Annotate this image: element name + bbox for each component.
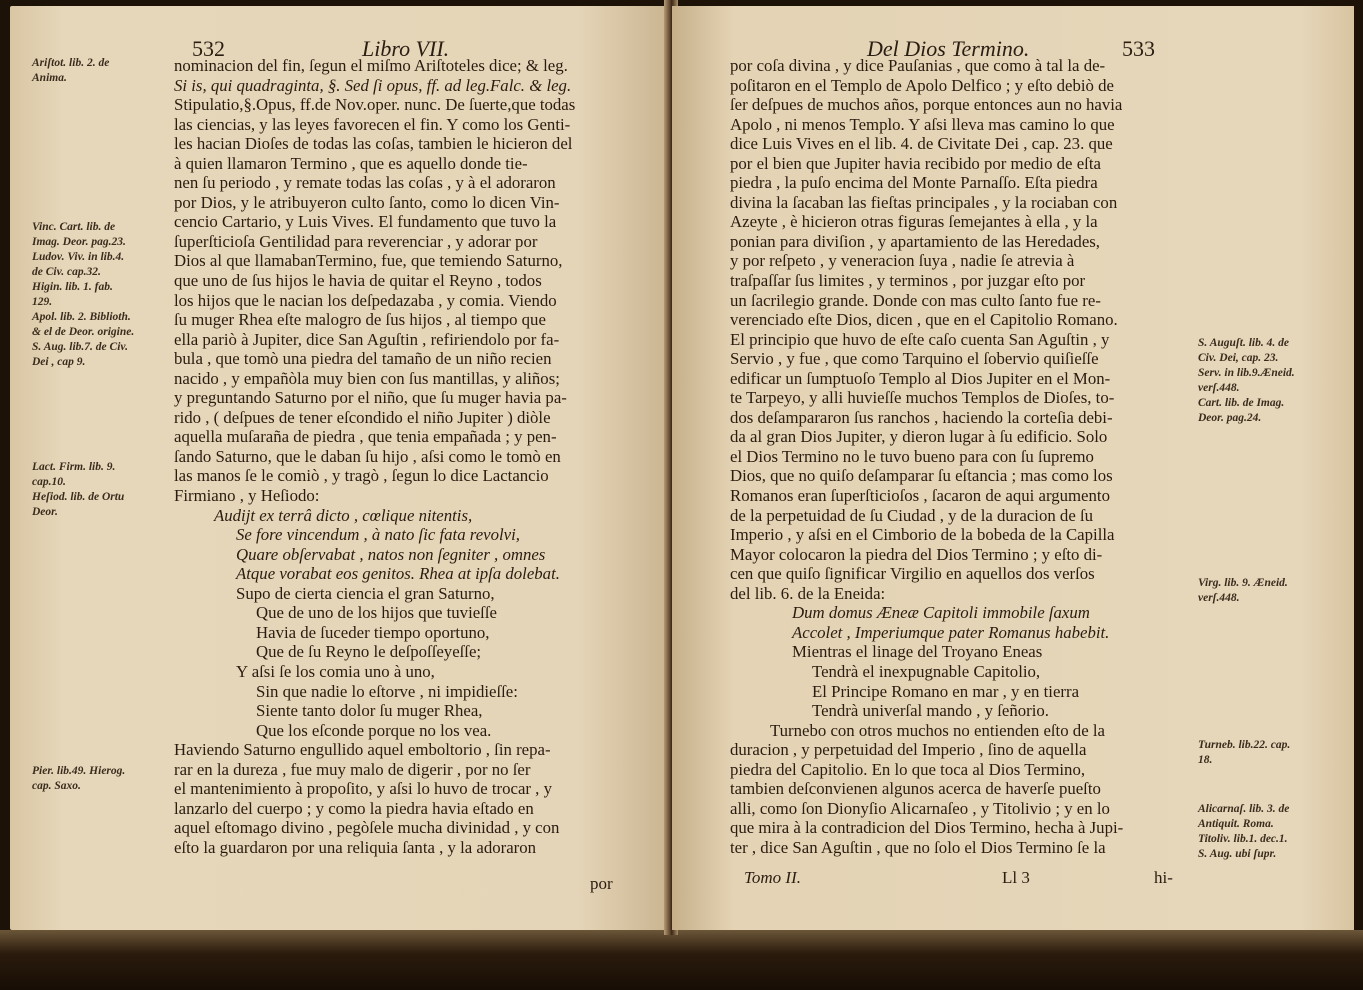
text-line: ponian para diviſion , y apartamiento de las Heredades, bbox=[730, 231, 1100, 251]
text-line: y por reſpeto , y veneracion ſuya , nadie ſe atrevia à bbox=[730, 251, 1075, 271]
text-line: Turnebo con otros muchos no entienden eſto de la bbox=[770, 720, 1105, 740]
text-line: les hacian Dioſes de todas las coſas, tambien le hicieron del bbox=[174, 134, 573, 154]
verse-line: Sin que nadie lo eſtorve , ni impidieſſe: bbox=[256, 681, 518, 701]
text-line: el mantenimiento à propoſito, y aſsi lo huvo de trocar , y bbox=[174, 779, 552, 799]
text-line: te Tarpeyo, y alli huvieſſe muchos Templos de Dioſes, to- bbox=[730, 388, 1115, 408]
text-line: lanzarlo del cuerpo ; y como la piedra havia eſtado en bbox=[174, 798, 534, 818]
text-line: rar en la dureza , fue muy malo de digerir , por no ſer bbox=[174, 759, 531, 779]
text-line: duracion , y perpetuidad del Imperio , ſino de aquella bbox=[730, 740, 1087, 760]
text-line: ella pariò à Jupiter, dice San Aguſtin , refiriendolo por fa- bbox=[174, 329, 560, 349]
text-line: y preguntando Saturno por el niño, que ſu muger havia pa- bbox=[174, 388, 567, 408]
signature-mark: Ll 3 bbox=[1002, 868, 1030, 887]
text-line: Apolo , ni menos Templo. Y aſsi lleva mas camino lo que bbox=[730, 114, 1115, 134]
verse-line: Que los eſconde porque no los vea. bbox=[256, 720, 492, 740]
text-line: ter , dice San Aguſtin , que no ſolo el Dios Termino ſe la bbox=[730, 837, 1106, 857]
text-line: Servio , y fue , que como Tarquino el ſobervio quiſieſſe bbox=[730, 349, 1099, 369]
left-catchword: por bbox=[590, 874, 613, 893]
left-running-head: Libro VII. bbox=[362, 36, 450, 61]
text-line: Stipulatio,§.Opus, ff.de Nov.oper. nunc. De ſuerte,que todas bbox=[174, 95, 576, 115]
verse-line: Que de ſu Reyno le deſpoſſeyeſſe; bbox=[256, 642, 482, 662]
text-line: Dios al que llamabanTermino, fue, que temiendo Saturno, bbox=[174, 251, 563, 271]
text-line: de la perpetuidad de ſu Ciudad , y de la duracion de ſu bbox=[730, 505, 1094, 525]
verse-line: Tendrà univerſal mando , y ſeñorio. bbox=[812, 701, 1049, 721]
margin-note: S. Auguſt. lib. 4. de Civ. Dei, cap. 23. Serv. in lib.9.Æneid. verſ.448. Cart. lib. de Imag. Deor. pag.24. bbox=[1198, 337, 1295, 424]
text-line: piedra , la puſo encima del Monte Parnaſſo. Eſta piedra bbox=[730, 173, 1098, 193]
text-line: aquel eſtomago divino , pegòſele mucha divinidad , y con bbox=[174, 818, 560, 838]
text-line: tambien deſconvienen algunos acerca de haverſe pueſto bbox=[730, 779, 1101, 799]
text-line: traſpaſſar ſus limites , y terminos , por juzgar eſto por bbox=[730, 271, 1086, 291]
text-line: Imperio , y aſsi en el Cimborio de la bobeda de la Capilla bbox=[730, 525, 1115, 545]
text-line: las ciencias, y las leyes favorecen el fin. Y como los Genti- bbox=[174, 114, 571, 134]
text-line: que mira à la contradicion del Dios Termino, hecha à Jupi- bbox=[730, 818, 1124, 838]
text-line: ſer deſpues de muchos años, porque entonces aun no havia bbox=[730, 95, 1123, 115]
verse-line: Tendrà el inexpugnable Capitolio, bbox=[812, 661, 1041, 681]
text-line: nacido , y empañòla muy bien con ſus mantillas, y aliños; bbox=[174, 368, 560, 388]
verse-line: Supo de cierta ciencia el gran Saturno, bbox=[236, 583, 495, 603]
latin-verse-line: Se fore vincendum , à nato ſic fata revolvi, bbox=[236, 525, 520, 545]
text-line: nen ſu periodo , y remate todas las coſas , y à el adoraron bbox=[174, 173, 556, 193]
signature-volume: Tomo II. bbox=[744, 868, 801, 887]
text-line: los hijos que le nacian los deſpedazaba , y comia. Viendo bbox=[174, 290, 557, 310]
text-line: eſto la guardaron por una reliquia ſanta , y la adoraron bbox=[174, 837, 537, 857]
text-line: edificar un ſumptuoſo Templo al Dios Jupiter en el Mon- bbox=[730, 368, 1111, 388]
text-line: divina la ſacaban las fieſtas principales , y la rociaban con bbox=[730, 192, 1118, 212]
left-body-text bbox=[174, 56, 634, 857]
text-line: el Dios Termino no le tuvo bueno para con ſu ſupremo bbox=[730, 446, 1094, 466]
text-line: cencio Cartario, y Luis Vives. El fundamento que tuvo la bbox=[174, 212, 557, 232]
verse-line: Mientras el linage del Troyano Eneas bbox=[792, 642, 1043, 662]
text-line: Firmiano , y Heſiodo: bbox=[174, 486, 320, 506]
text-line: piedra del Capitolio. En lo que toca al Dios Termino, bbox=[730, 759, 1086, 779]
text-line: por Dios, y le atribuyeron culto ſanto, como lo dicen Vin- bbox=[174, 192, 560, 212]
text-line: que uno de ſus hijos le havia de quitar el Reyno , todos bbox=[174, 271, 542, 291]
verse-line: El Principe Romano en mar , y en tierra bbox=[812, 681, 1080, 701]
text-line: un ſacrilegio grande. Donde con mas culto ſanto fue re- bbox=[730, 290, 1101, 310]
text-line: Dios, que no quiſo deſamparar ſu eſtancia ; mas como los bbox=[730, 466, 1113, 486]
text-line: Azeyte , è hicieron otras figuras ſemejantes à ella , y la bbox=[730, 212, 1098, 232]
latin-verse-line: Accolet , Imperiumque pater Romanus habebit. bbox=[792, 622, 1110, 642]
text-line: poſitaron en el Templo de Apolo Delfico ; y eſto debiò de bbox=[730, 75, 1114, 95]
latin-verse-line: Audijt ex terrâ dicto , cœlique nitentis, bbox=[214, 505, 473, 525]
text-line: las manos ſe le comiò , y tragò , ſegun lo dice Lactancio bbox=[174, 466, 549, 486]
left-page-number: 532 bbox=[192, 36, 225, 61]
verse-line: Havia de ſuceder tiempo oportuno, bbox=[256, 622, 490, 642]
text-line: Si is, qui quadraginta, §. Sed ſi opus, ff. ad leg.Falc. & leg. bbox=[174, 75, 572, 95]
text-line: El principio que huvo de eſte caſo cuenta San Aguſtin , y bbox=[730, 329, 1110, 349]
text-line: del lib. 6. de la Eneida: bbox=[730, 583, 886, 603]
text-line: ſu muger Rhea eſte malogro de ſus hijos , al tiempo que bbox=[174, 310, 546, 330]
margin-note: Lact. Firm. lib. 9. cap.10. Heſiod. lib. de Ortu Deor. bbox=[32, 461, 125, 518]
text-line: por el bien que Jupiter havia recibido por medio de eſta bbox=[730, 153, 1101, 173]
margin-note: Vinc. Cart. lib. de Imag. Deor. pag.23. Ludov. Viv. in lib.4. de Civ. cap.32. Higin. lib. 1. fab. 129. Apol. lib. 2. Biblioth. & el de Deor. origine. S. Aug. lib.7. de Civ. Dei , cap 9. bbox=[32, 221, 135, 368]
text-line: Mayor colocaron la piedra del Dios Termino ; y eſto di- bbox=[730, 544, 1103, 564]
margin-note: Virg. lib. 9. Æneid. verſ.448. bbox=[1198, 577, 1288, 604]
text-line: dos deſampararon ſus ranchos , haciendo la corteſia debi- bbox=[730, 407, 1113, 427]
latin-verse-line: Quare obſervabat , natos non ſegniter , omnes bbox=[236, 544, 546, 564]
right-catchword: hi- bbox=[1154, 868, 1173, 887]
right-body-text bbox=[730, 56, 1190, 857]
verse-line: Y aſsi ſe los comia uno à uno, bbox=[236, 661, 435, 681]
text-line: Haviendo Saturno engullido aquel emboltorio , ſin repa- bbox=[174, 740, 551, 760]
margin-note: Alicarnaſ. lib. 3. de Antiquit. Roma. Titoliv. lib.1. dec.1. S. Aug. ubi ſupr. bbox=[1198, 803, 1290, 860]
margin-note: Turneb. lib.22. cap. 18. bbox=[1198, 739, 1291, 766]
text-line: à quien llamaron Termino , que es aquello donde tie- bbox=[174, 153, 528, 173]
right-running-head: Del Dios Termino. bbox=[867, 36, 1030, 61]
text-line: ſando Saturno, que le daban ſu hijo , aſsi como le tomò en bbox=[174, 446, 561, 466]
table-surface bbox=[0, 930, 1363, 990]
text-line: dice Luis Vives en el lib. 4. de Civitate Dei , cap. 23. que bbox=[730, 134, 1113, 154]
right-page-number: 533 bbox=[1122, 36, 1155, 61]
right-page bbox=[672, 6, 1354, 930]
text-line: rido , ( deſpues de tener eſcondido el niño Jupiter ) diòle bbox=[174, 407, 551, 427]
verse-line: Siente tanto dolor ſu muger Rhea, bbox=[256, 701, 483, 721]
text-line: alli, como ſon Dionyſio Alicarnaſeo , y Titolivio ; y en lo bbox=[730, 798, 1110, 818]
text-line: verenciado eſte Dios, dicen , que en el Capitolio Romano. bbox=[730, 310, 1118, 330]
latin-verse-line: Dum domus Æneæ Capitoli immobile ſaxum bbox=[792, 603, 1090, 623]
text-line: por coſa divina , y dice Pauſanias , que como à tal la de- bbox=[730, 56, 1106, 75]
text-line: aquella muſaraña de piedra , que tenia empañada ; y pen- bbox=[174, 427, 557, 447]
verse-line: Que de uno de los hijos que tuvieſſe bbox=[256, 603, 497, 623]
text-line: cen que quiſo ſignificar Virgilio en aquellos dos verſos bbox=[730, 564, 1095, 584]
text-line: nominacion del fin, ſegun el miſmo Ariſtoteles dice; & leg. bbox=[174, 56, 568, 75]
text-line: bula , que tomò una piedra del tamaño de un niño recien bbox=[174, 349, 552, 369]
text-line: Romanos eran ſuperſticioſos , ſacaron de aqui argumento bbox=[730, 486, 1110, 506]
margin-note: Ariſtot. lib. 2. de Anima. bbox=[32, 57, 110, 84]
text-line: ſuperſticioſa Gentilidad para reverenciar , y adorar por bbox=[174, 231, 538, 251]
margin-note: Pier. lib.49. Hierog. cap. Saxo. bbox=[32, 765, 126, 792]
left-page bbox=[10, 6, 670, 930]
text-line: da al gran Dios Jupiter, y dieron lugar à ſu edificio. Solo bbox=[730, 427, 1108, 447]
latin-verse-line: Atque vorabat eos genitos. Rhea at ipſa dolebat. bbox=[236, 564, 560, 584]
